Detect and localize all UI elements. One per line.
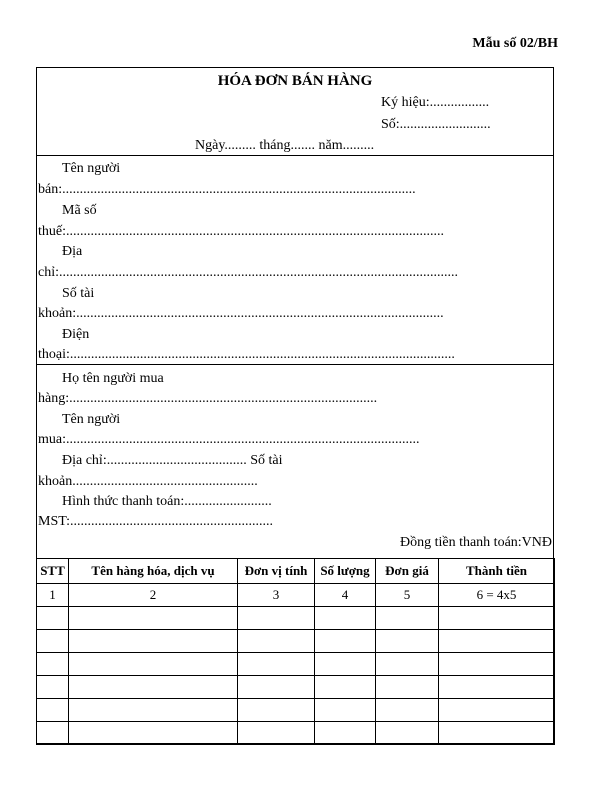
table-cell[interactable] xyxy=(37,607,69,630)
form-code: Mẫu số 02/BH xyxy=(472,36,558,51)
table-cell[interactable] xyxy=(439,630,555,653)
buyer-name-field: mua:..................................................................................................... xyxy=(38,432,420,447)
table-row xyxy=(37,699,555,722)
seller-tax-field: thuế:............................................................................................................ xyxy=(38,224,444,239)
seller-phone-field: thoại:.............................................................................................................. xyxy=(38,347,455,362)
table-cell[interactable] xyxy=(315,630,376,653)
payment-method-field: Hình thức thanh toán:......................... xyxy=(62,494,272,509)
table-row xyxy=(37,607,555,630)
table-cell[interactable] xyxy=(439,722,555,745)
table-cell[interactable] xyxy=(315,676,376,699)
table-cell[interactable] xyxy=(37,653,69,676)
buyer-fullname-label: Họ tên người mua xyxy=(62,371,164,386)
column-index-cell: 1 xyxy=(37,584,69,607)
table-cell[interactable] xyxy=(439,699,555,722)
table-cell[interactable] xyxy=(69,607,238,630)
seller-phone-label: Điện xyxy=(62,327,90,342)
buyer-address-account: Địa chỉ:........................................ Số tài xyxy=(62,453,283,468)
seller-address-field: chỉ:.................................................................................................................. xyxy=(38,265,458,280)
table-cell[interactable] xyxy=(69,653,238,676)
table-cell[interactable] xyxy=(238,653,315,676)
column-header: Tên hàng hóa, dịch vụ xyxy=(69,559,238,584)
mst-field: MST:.......................................................... xyxy=(38,514,273,529)
table-cell[interactable] xyxy=(238,630,315,653)
table-cell[interactable] xyxy=(376,699,439,722)
items-table xyxy=(36,558,555,745)
column-index-row xyxy=(37,584,555,607)
seller-name-field: bán:..................................................................................................... xyxy=(38,182,416,197)
divider-seller xyxy=(36,364,554,365)
seller-account-field: khoản:......................................................................................................... xyxy=(38,306,444,321)
currency-field: Đồng tiền thanh toán:VNĐ xyxy=(399,535,552,550)
column-index-cell: 5 xyxy=(376,584,439,607)
divider-header xyxy=(36,155,554,156)
table-cell[interactable] xyxy=(37,676,69,699)
table-cell[interactable] xyxy=(439,607,555,630)
column-header: Đơn giá xyxy=(376,559,439,584)
seller-name-label: Tên người xyxy=(62,161,121,176)
invoice-title: HÓA ĐƠN BÁN HÀNG xyxy=(217,73,373,89)
table-cell[interactable] xyxy=(69,722,238,745)
buyer-fullname-field: hàng:........................................................................................ xyxy=(38,391,378,406)
table-cell[interactable] xyxy=(376,722,439,745)
seller-account-label: Số tài xyxy=(62,286,95,301)
column-index-cell: 4 xyxy=(315,584,376,607)
table-cell[interactable] xyxy=(439,676,555,699)
table-cell[interactable] xyxy=(315,699,376,722)
table-row xyxy=(37,630,555,653)
column-index-cell: 2 xyxy=(69,584,238,607)
table-cell[interactable] xyxy=(315,653,376,676)
symbol-field: Ký hiệu:................. xyxy=(381,95,490,110)
number-field: Số:.......................... xyxy=(381,117,491,132)
date-field: Ngày......... tháng....... năm......... xyxy=(195,138,375,153)
table-cell[interactable] xyxy=(376,630,439,653)
table-cell[interactable] xyxy=(69,676,238,699)
table-cell[interactable] xyxy=(37,699,69,722)
table-cell[interactable] xyxy=(238,722,315,745)
table-cell[interactable] xyxy=(69,699,238,722)
table-header-row xyxy=(37,559,555,584)
seller-tax-label: Mã số xyxy=(62,203,97,218)
column-index-cell: 6 = 4x5 xyxy=(439,584,555,607)
table-row xyxy=(37,722,555,745)
table-cell[interactable] xyxy=(439,653,555,676)
table-cell[interactable] xyxy=(238,699,315,722)
column-index-cell: 3 xyxy=(238,584,315,607)
table-cell[interactable] xyxy=(376,607,439,630)
buyer-account-field: khoản..................................................... xyxy=(38,474,258,489)
table-row xyxy=(37,676,555,699)
column-header: Số lượng xyxy=(315,559,376,584)
buyer-name-label: Tên người xyxy=(62,412,121,427)
seller-address-label: Địa xyxy=(62,244,83,259)
table-row xyxy=(37,653,555,676)
table-cell[interactable] xyxy=(376,676,439,699)
table-cell[interactable] xyxy=(238,607,315,630)
column-header: Đơn vị tính xyxy=(238,559,315,584)
column-header: Thành tiền xyxy=(439,559,555,584)
table-cell[interactable] xyxy=(315,722,376,745)
table-cell[interactable] xyxy=(315,607,376,630)
table-cell[interactable] xyxy=(37,722,69,745)
table-cell[interactable] xyxy=(69,630,238,653)
table-cell[interactable] xyxy=(238,676,315,699)
table-cell[interactable] xyxy=(376,653,439,676)
table-cell[interactable] xyxy=(37,630,69,653)
table-body xyxy=(37,584,555,745)
column-header: STT xyxy=(37,559,69,584)
